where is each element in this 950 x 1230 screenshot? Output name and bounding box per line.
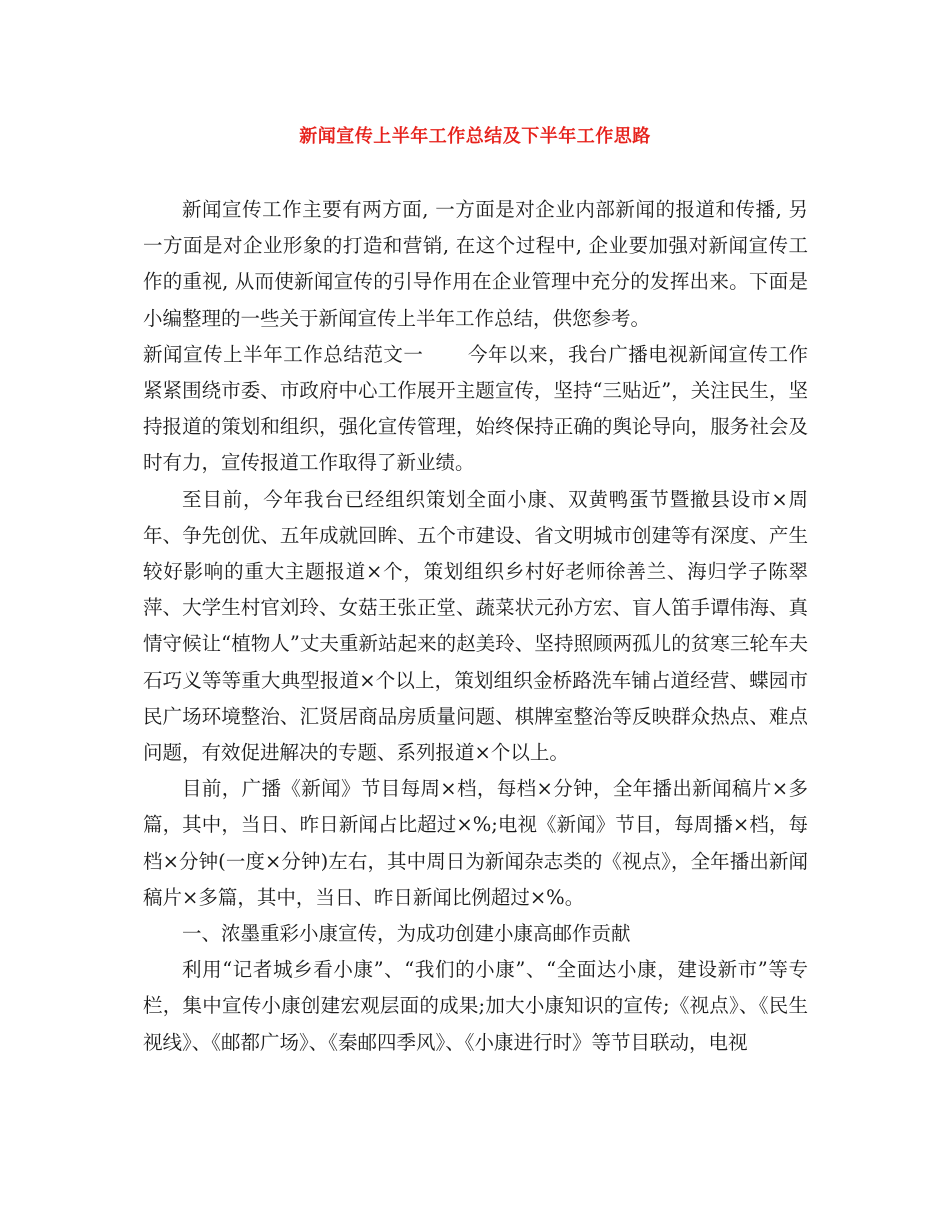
- sample-paragraph: [143, 337, 808, 482]
- sample-lead: 今年以来，我台广播电视新闻宣传工作紧紧围绕市委、市政府中心工作展开主题宣传，坚持“三贴近”，关注民生，坚持报道的策划和组织，强化宣传管理，始终保持正确的舆论导向，服务社会及时有力，宣传报道工作取得了新业绩。: [143, 342, 808, 475]
- document-title: 新闻宣传上半年工作总结及下半年工作思路: [299, 126, 651, 147]
- body-paragraph-2: 目前，广播《新闻》节目每周×档，每档×分钟，全年播出新闻稿片×多篇，其中，当日、昨日新闻占比超过×%;电视《新闻》节目，每周播×档，每档×分钟(一度×分钟)左右，其中周日为新闻杂志类的《视点》，全年播出新闻稿片×多篇，其中，当日、昨日新闻比例超过×%。: [143, 777, 808, 909]
- document-body: [143, 192, 808, 1061]
- section-heading-1: 一、浓墨重彩小康宣传，为成功创建小康高邮作贡献: [182, 922, 631, 946]
- sample-heading: 新闻宣传上半年工作总结范文一: [143, 342, 424, 366]
- body-paragraph-1: 至目前，今年我台已经组织策划全面小康、双黄鸭蛋节暨撤县设市×周年、争先创优、五年成就回眸、五个市建设、省文明城市创建等有深度、产生较好影响的重大主题报道×个，策划组织乡村好老师徐善兰、海归学子陈翠萍、大学生村官刘玲、女菇王张正堂、蔬菜状元孙方宏、盲人笛手谭伟海、真情守候让“植物人”丈夫重新站起来的赵美玲、坚持照顾两孤儿的贫寒三轮车夫石巧义等等重大典型报道×个以上，策划组织金桥路洗车铺占道经营、蝶园市民广场环境整治、汇贤居商品房质量问题、棋牌室整治等反映群众热点、难点问题，有效促进解决的专题、系列报道×个以上。: [143, 487, 808, 765]
- intro-paragraph: 新闻宣传工作主要有两方面, 一方面是对企业内部新闻的报道和传播, 另一方面是对企业形象的打造和营销, 在这个过程中, 企业要加强对新闻宣传工作的重视, 从而使新闻宣传的引导作用在企业管理中充分的发挥出来。下面是小编整理的一些关于新闻宣传上半年工作总结，供您参考。: [143, 198, 808, 330]
- body-paragraph-3: 利用“记者城乡看小康”、“我们的小康”、“全面达小康，建设新市”等专栏，集中宣传小康创建宏观层面的成果;加大小康知识的宣传;《视点》、《民生视线》、《邮都广场》、《秦邮四季风》、《小康进行时》等节目联动，电视: [143, 958, 808, 1054]
